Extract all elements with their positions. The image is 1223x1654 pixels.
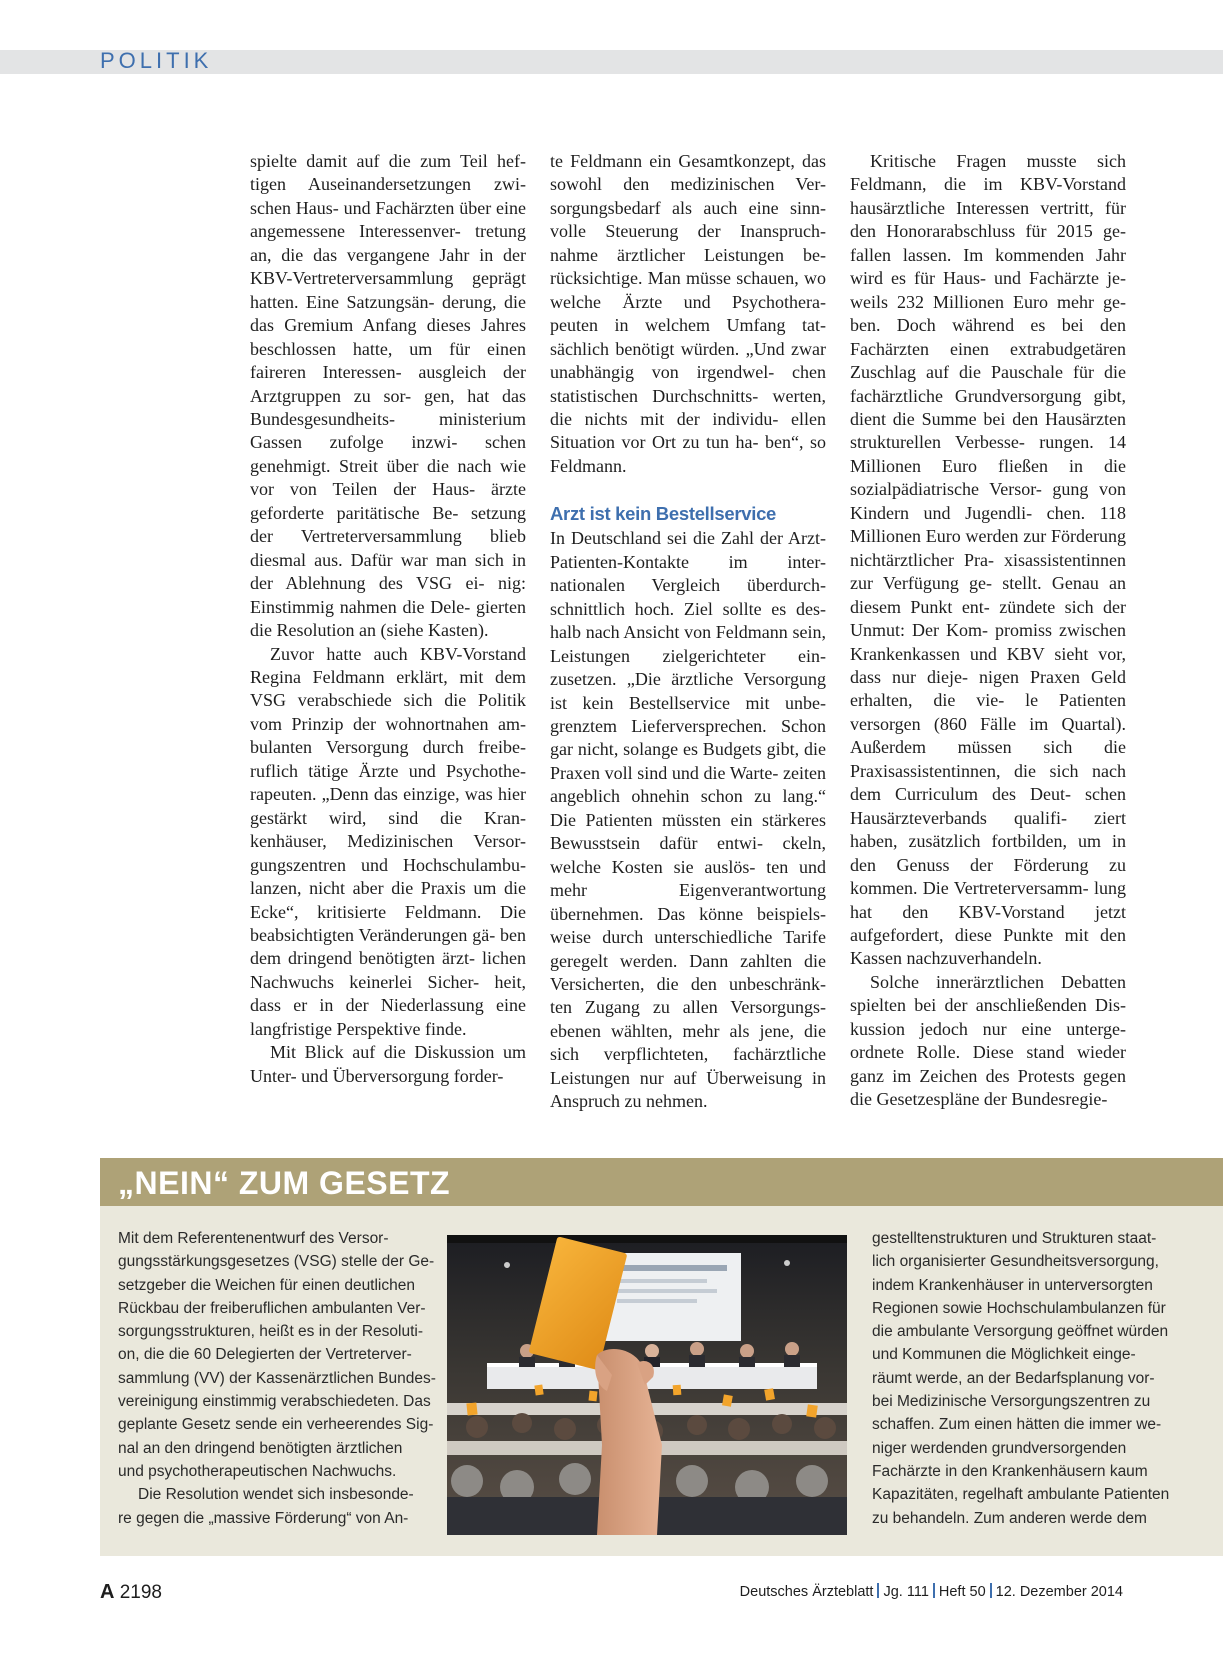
paragraph: Zuvor hatte auch KBV-Vorstand Regina Feldmann erklärt, mit dem VSG verabschiede sich die Politik vom Prinzip der wohnortnahen am- bulanten Versorgung durch freibe- ruflich tätige Ärzte und Psychothe- rapeuten. „Denn das einzige, was hier gestärkt wird, sind die Kran- kenhäuser, Medizinischen Versor- gungszentren und Hochschulambu- lanzen, nicht aber die Praxis um die Ecke“, kritisierte Feldmann. Die beabsichtigten Veränderungen gä- ben dem dringend benötigten ärzt- lichen Nachwuchs keinerlei Sicher- heit, dass er in der Niederlassung eine langfristige Perspektive finde. <box>250 643 527 1039</box>
journal-volume: Jg. 111 <box>883 1584 929 1600</box>
journal-issue: Heft 50 <box>938 1584 986 1600</box>
paragraph: In Deutschland sei die Zahl der Arzt-Patienten-Kontakte im inter- nationalen Vergleich überdurch- schnittlich hoch. Ziel sollte es des- halb nach Ansicht von Feldmann sein, Leistungen zielgerichteter ein- zusetzen. „Die ärztliche Versorgung ist kein Bestellservice mit unbe- grenztem Lieferversprechen. Schon gar nicht, solange es Budgets gibt, die Praxen voll sind und die Warte- zeiten angeblich ohnehin schon zu lang.“ Die Patienten müssten ein stärkeres Bewusstsein dafür entwi- ckeln, welche Kosten sie auslös- ten und mehr Eigenverantwortung übernehmen. Das könne beispiels- weise durch unterschiedliche Tarife geregelt werden. Dann zahlten die Versicherten, die den unbeschränk- ten Zugang zu allen Versorgungs- ebenen wählten, mehr als jene, die sich verpflichteten, fachärztliche Leistungen nur auf Überweisung in Anspruch zu nehmen. <box>550 528 827 1112</box>
info-box-column-1: Mit dem Referentenentwurf des Versor- gungsstärkungsgesetzes (VSG) stelle der Ge- setzgeber die Weichen für einen deutlichen Rückbau der freiberuflichen ambulanten Ver- sorgungsstrukturen, heißt es in der Resoluti- on, die die 60 Delegierten der Vertreterver- sammlung (VV) der Kassenärztlichen Bundes- vereinigung einstimmig verabschiedeten. Das geplante Gesetz sende ein verheerendes Sig- nal an den dringend benötigten ärztlichen und psychotherapeutischen Nachwuchs. Die Resolution wendet sich insbesonde- re gegen die „massive Förderung“ von An- <box>118 1230 436 1527</box>
journal-info <box>740 1582 1123 1602</box>
info-box-header <box>100 1158 1223 1206</box>
paragraph: spielte damit auf die zum Teil hef- tigen Auseinandersetzungen zwi- schen Haus- und Fachärzten über eine angemessene Interessenver- tretung an, die das vergangene Jahr in der KBV-Vertreterversammlung geprägt hatten. Eine Satzungsän- derung, die das Gremium Anfang dieses Jahres beschlossen hatte, um für einen faireren Interessen- ausgleich der Arztgruppen zu sor- gen, hat das Bundesgesundheits- ministerium Gassen zufolge inzwi- schen genehmigt. Streit über die nach wie vor von Teilen der Haus- ärzte geforderte paritätische Be- setzung der Vertreterversammlung blieb diesmal aus. Dafür war man sich in der Ablehnung des VSG ei- nig: Einstimmig nahmen die Dele- gierten die Resolution an (siehe Kasten). <box>250 151 527 641</box>
info-box-title: „NEIN“ ZUM GESETZ <box>118 1165 451 1201</box>
separator <box>990 1583 992 1598</box>
article-column-3 <box>850 150 1126 1112</box>
article-column-2 <box>550 150 826 1114</box>
section-label: POLITIK <box>100 48 213 73</box>
info-box-column-2: gestelltenstrukturen und Strukturen staat- lich organisierter Gesundheitsversorgung, indem Krankenhäuser in unterversorgten Regionen sowie Hochschulambulanzen für die ambulante Versorgung geöffnet würden und Kommunen die Möglichkeit einge- räumt werde, an der Bedarfsplanung vor- bei Medizinische Versorgungszentren zu schaffen. Zum einen hätten die immer we- niger werdenden grundversorgenden Fachärzte in den Krankenhäusern kaum Kapazitäten, regelhaft ambulante Patienten zu behandeln. Zum anderen werde dem <box>872 1230 1170 1527</box>
assembly-voting-photo <box>447 1235 847 1535</box>
journal-date: 12. Dezember 2014 <box>995 1584 1123 1600</box>
separator <box>877 1583 879 1598</box>
spacer <box>550 478 826 501</box>
separator <box>933 1583 935 1598</box>
paragraph: Kritische Fragen musste sich Feldmann, die im KBV-Vorstand hausärztliche Interessen vertritt, für den Honorarabschluss für 2015 ge- fallen lassen. Im kommenden Jahr wird es für Haus- und Fachärzte je- weils 232 Millionen Euro mehr ge- ben. Doch während es bei den Fachärzten einen extrabudgetären Zuschlag auf die Pauschale für die fachärztliche Grundversorgung gibt, dient die Summe bei den Hausärzten strukturellen Verbesse- rungen. 14 Millionen Euro fließen in die sozialpädiatrische Versor- gung von Kindern und Jugendli- chen. 118 Millionen Euro werden zur Förderung nichtärztlicher Pra- xisassistentinnen zur Verfügung ge- stellt. Genau an diesem Punkt ent- zündete sich der Unmut: Der Kom- promiss zwischen Krankenkassen und KBV sieht vor, dass nur dieje- nigen Praxen Geld erhalten, die vie- le Patienten versorgen (860 Fälle im Quartal). Außerdem müssen sich die Praxisassistentinnen, die sich nach dem Curriculum des Deut- schen Hausärzteverbands qualifi- ziert haben, zusätzlich fortbilden, um in den Genuss der Förderung zu kommen. Die Vertreterversamm- lung hat den KBV-Vorstand jetzt aufgefordert, diese Punkte mit den Kassen nachzuverhandeln. <box>850 151 1127 969</box>
subheading: Arzt ist kein Bestellservice <box>550 503 777 525</box>
journal-name: Deutsches Ärzteblatt <box>739 1584 874 1600</box>
paragraph: Mit Blick auf die Diskussion um Unter- und Überversorgung forder- <box>250 1042 526 1086</box>
page-number: A 2198 <box>100 1581 163 1603</box>
info-box <box>100 1158 1223 1556</box>
paragraph: Solche innerärztlichen Debatten spielten bei der anschließenden Dis- kussion jedoch nur eine unterge- ordnete Rolle. Diese stand wieder ganz im Zeichen des Protests gegen die Gesetzespläne der Bundesregie- <box>850 971 1126 1110</box>
paragraph: te Feldmann ein Gesamtkonzept, das sowohl den medizinischen Ver- sorgungsbedarf als auch eine sinn- volle Steuerung der Inanspruch- nahme ärztlicher Leistungen be- rücksichtige. Man müsse schauen, wo welche Ärzte und Psychothera- peuten in welchem Umfang tat- sächlich benötigt würden. „Und zwar unabhängig von irgendwel- chen statistischen Durchschnitts- werten, die nichts mit der individu- ellen Situation vor Ort zu tun ha- ben“, so Feldmann. <box>550 151 827 476</box>
article-column-1 <box>250 150 526 1088</box>
